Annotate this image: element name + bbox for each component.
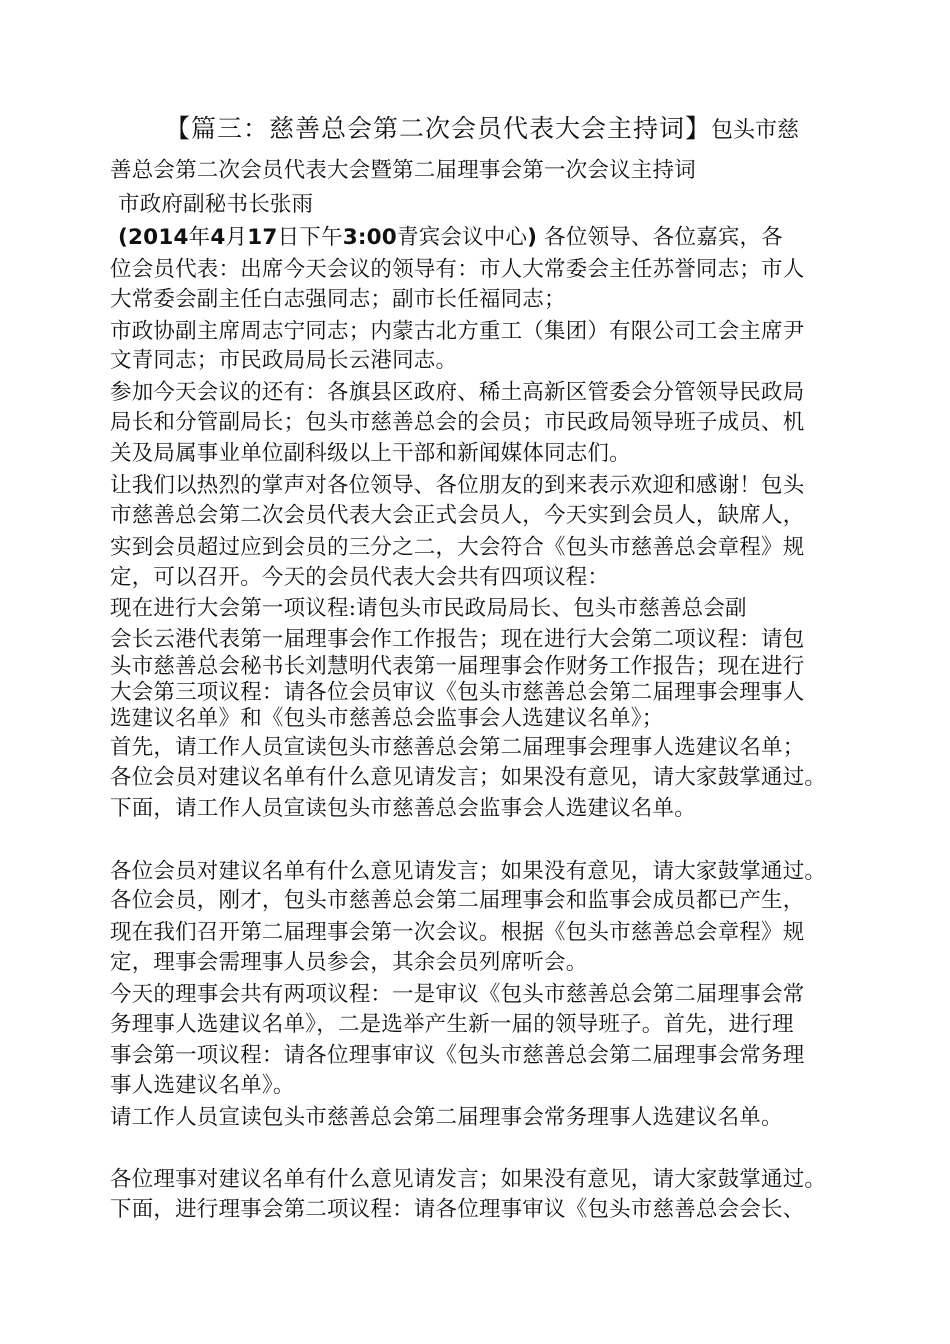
text-line: 市政协副主席周志宁同志；内蒙古北方重工（集团）有限公司工会主席尹 [110,319,805,344]
text-line: 实到会员超过应到会员的三分之二，大会符合《包头市慈善总会章程》规 [110,535,805,560]
text-line: 下面，请工作人员宣读包头市慈善总会监事会人选建议名单。 [110,796,696,821]
text-line: 局长和分管副局长；包头市慈善总会的会员；市民政局领导班子成员、机 [110,410,805,435]
author-line: 市政府副秘书长张雨 [118,192,314,217]
text-line: 会长云港代表第一届理事会作工作报告；现在进行大会第二项议程：请包 [110,627,805,652]
text-line: 现在进行大会第一项议程:请包头市民政局局长、包头市慈善总会副 [110,596,747,621]
text-line: 选建议名单》和《包头市慈善总会监事会人选建议名单》； [110,706,664,731]
text-line: 请工作人员宣读包头市慈善总会第二届理事会常务理事人选建议名单。 [110,1105,783,1130]
text-line: 首先，请工作人员宣读包头市慈善总会第二届理事会理事人选建议名单； [110,735,805,760]
text-line: 事会第一项议程：请各位理事审议《包头市慈善总会第二届理事会常务理 [110,1043,805,1068]
text-line: 务理事人选建议名单》，二是选举产生新一届的领导班子。首先，进行理 [110,1012,794,1037]
text-line: 大常委会副主任白志强同志；副市长任福同志； [110,287,566,312]
text-line: 今天的理事会共有两项议程：一是审议《包头市慈善总会第二届理事会常 [110,982,805,1007]
text-line: 下面，进行理事会第二项议程：请各位理事审议《包头市慈善总会会长、 [110,1197,805,1222]
text-line: 让我们以热烈的掌声对各位领导、各位朋友的到来表示欢迎和感谢！包头 [110,473,805,498]
text-line: 定，理事会需理事人员参会，其余会员列席听会。 [110,950,588,975]
text-line: 善总会第二次会员代表大会暨第二届理事会第一次会议主持词 [110,158,696,183]
text-line: 各位会员，刚才，包头市慈善总会第二届理事会和监事会成员都已产生， [110,888,805,913]
text-line: 关及局属事业单位副科级以上干部和新闻媒体同志们。 [110,441,631,466]
text-line: 头市慈善总会秘书长刘慧明代表第一届理事会作财务工作报告；现在进行 [110,654,805,679]
text-line: 事人选建议名单》。 [110,1073,295,1098]
title-tail: 包头市慈 [711,118,800,143]
text-line: 定，可以召开。今天的会员代表大会共有四项议程： [110,565,610,590]
text-line: 各位会员对建议名单有什么意见请发言；如果没有意见，请大家鼓掌通过。 [110,859,827,884]
title-main: 【篇三：慈善总会第二次会员代表大会主持词】 [165,114,712,143]
text-line: 位会员代表：出席今天会议的领导有：市人大常委会主任苏誉同志；市人 [110,257,805,282]
text-line: 文青同志；市民政局局长云港同志。 [110,348,458,373]
text-line: 参加今天会议的还有：各旗县区政府、稀土高新区管委会分管领导民政局 [110,380,805,405]
text-line: 各位理事对建议名单有什么意见请发言；如果没有意见，请大家鼓掌通过。 [110,1167,827,1192]
text-line: 现在我们召开第二届理事会第一次会议。根据《包头市慈善总会章程》规 [110,920,805,945]
date-line: (2014年4月17日下午3:00青宾会议中心) 各位领导、各位嘉宾，各 [118,225,783,250]
text-line: 各位会员对建议名单有什么意见请发言；如果没有意见，请大家鼓掌通过。 [110,765,827,790]
document-title [165,114,799,146]
text-line: 大会第三项议程：请各位会员审议《包头市慈善总会第二届理事会理事人 [110,680,805,705]
text-line: 市慈善总会第二次会员代表大会正式会员人，今天实到会员人，缺席人， [110,503,805,528]
